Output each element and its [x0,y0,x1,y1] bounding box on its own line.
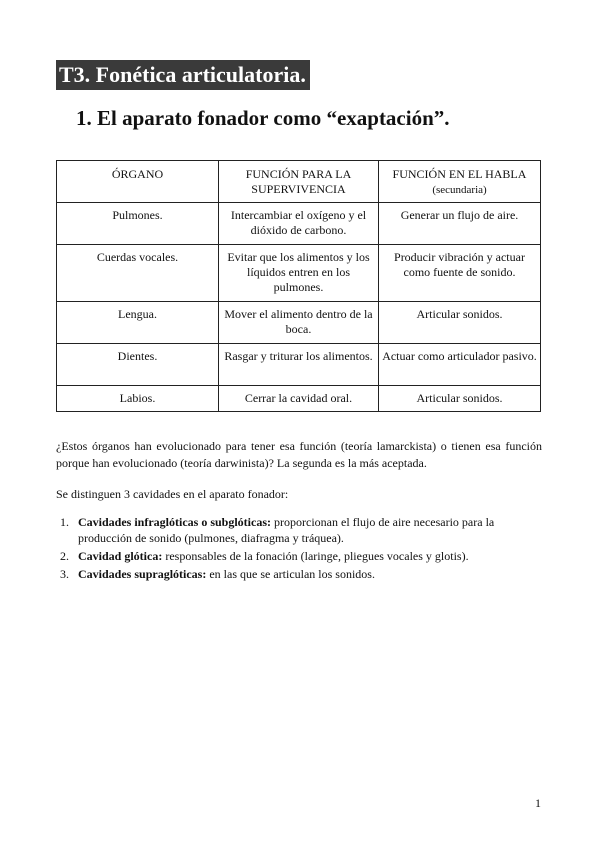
section-title: 1. El aparato fonador como “exaptación”. [76,106,450,130]
list-item-number: 1. [60,515,69,529]
cell-speech: Articular sonidos. [379,302,541,344]
list-item-number: 2. [60,549,69,563]
cavities-list [56,514,544,584]
cell-organ: Pulmones. [57,203,219,245]
page-number: 1 [535,796,541,810]
cell-speech: Actuar como articulador pasivo. [379,344,541,386]
cell-speech: Producir vibración y actuar como fuente de sonido. [379,245,541,302]
table-row [57,302,541,344]
list-item-term: Cavidades supraglóticas: [78,567,207,581]
organ-function-table [56,160,541,412]
list-item-description: responsables de la fonación (laringe, pliegues vocales y glotis). [162,549,469,563]
list-item-term: Cavidades infraglóticas o subglóticas: [78,515,272,529]
cell-survival: Mover el alimento dentro de la boca. [219,302,379,344]
table-header-row [57,161,541,203]
table-row [57,203,541,245]
list-item-term: Cavidad glótica: [78,549,163,563]
header-survival-function [219,161,379,203]
list-item [56,514,544,546]
list-item [56,566,544,582]
header-organ [57,161,219,203]
header-speech-line2: (secundaria) [432,184,487,196]
cavities-intro-paragraph: Se distinguen 3 cavidades en el aparato fonador: [56,487,289,501]
table-row [57,386,541,412]
table-row [57,344,541,386]
cell-organ: Lengua. [57,302,219,344]
header-survival-line2: SUPERVIVENCIA [251,182,346,196]
table-row [57,245,541,302]
cell-survival: Rasgar y triturar los alimentos. [219,344,379,386]
cell-speech: Articular sonidos. [379,386,541,412]
cell-organ: Cuerdas vocales. [57,245,219,302]
evolution-question-paragraph: ¿Estos órganos han evolucionado para tener esa función (teoría lamarckista) o tienen esa función porque han evolucionado (teoría darwinista)? La segunda es la más aceptada. [56,439,542,470]
cell-organ: Labios. [57,386,219,412]
chapter-title: T3. Fonética articulatoria. [56,60,310,90]
list-item [56,548,544,564]
list-item-description: proporcionan el flujo de aire necesario para la producción de sonido (pulmones, diafragma y tráquea). [78,515,495,545]
header-speech-function [379,161,541,203]
list-item-description: en las que se articulan los sonidos. [206,567,375,581]
cell-survival: Intercambiar el oxígeno y el dióxido de carbono. [219,203,379,245]
list-item-number: 3. [60,567,69,581]
header-survival-line1: FUNCIÓN PARA LA [245,167,352,181]
cell-survival: Evitar que los alimentos y los líquidos entren en los pulmones. [219,245,379,302]
header-speech-line1: FUNCIÓN EN EL HABLA [392,167,527,181]
cell-speech: Generar un flujo de aire. [379,203,541,245]
header-organ-label: ÓRGANO [111,167,164,181]
cell-organ: Dientes. [57,344,219,386]
cell-survival: Cerrar la cavidad oral. [219,386,379,412]
